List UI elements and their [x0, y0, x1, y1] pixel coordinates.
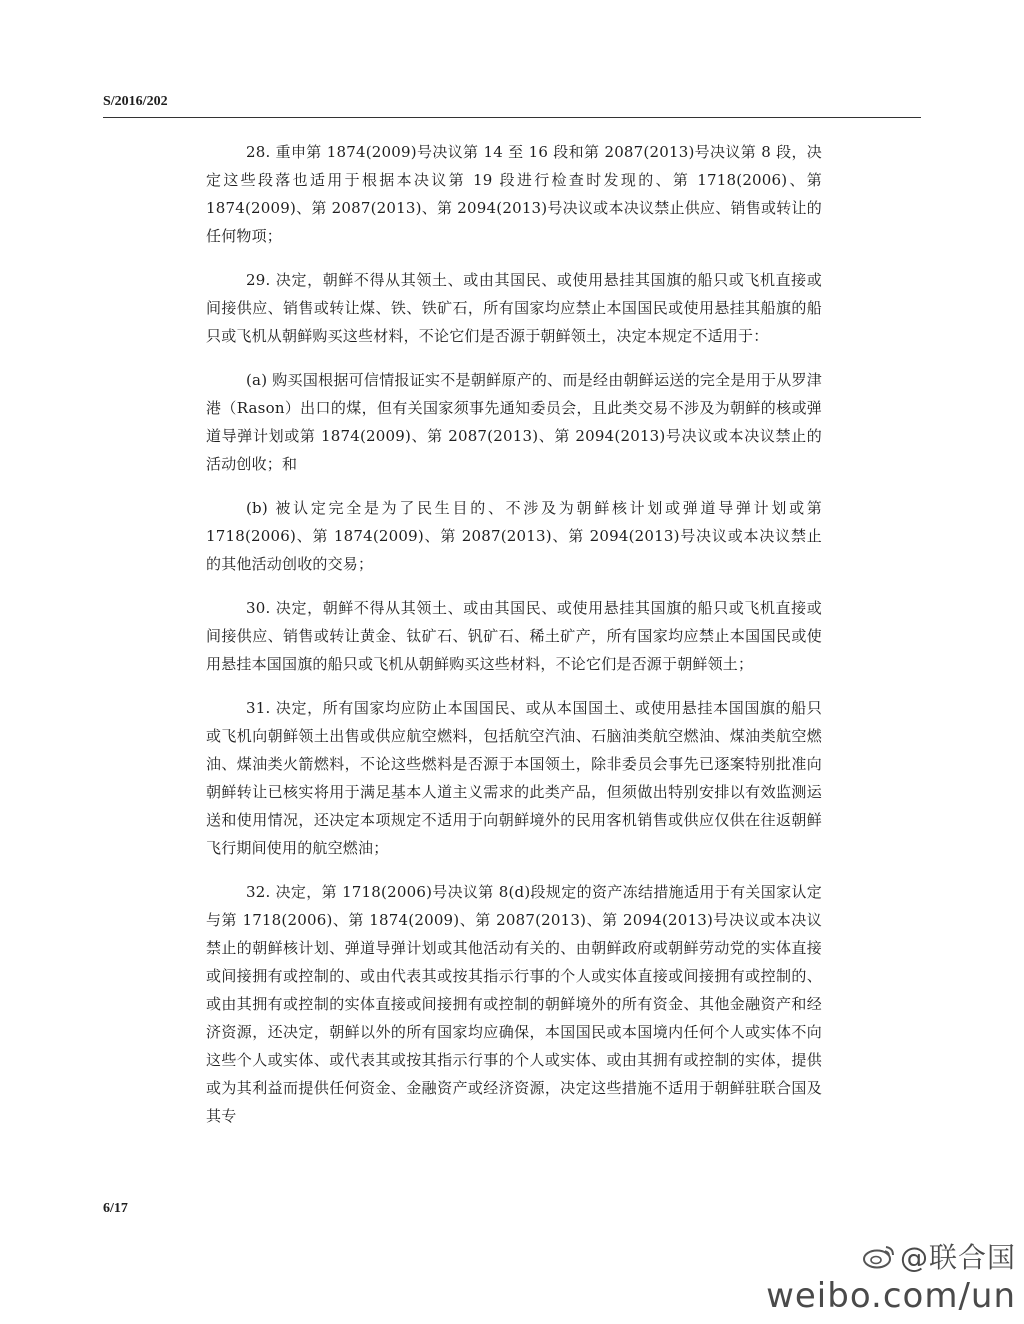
paragraph-29-b: (b) 被认定完全是为了民生目的、不涉及为朝鲜核计划或弹道导弹计划或第 1718(2006)、第 1874(2009)、第 2087(2013)、第 2094(2013)号决议或本决议禁止的其他活动创收的交易；	[206, 499, 822, 573]
paragraph-29-a: (a) 购买国根据可信情报证实不是朝鲜原产的、而是经由朝鲜运送的完全是用于从罗津港（Rason）出口的煤，但有关国家须事先通知委员会，且此类交易不涉及为朝鲜的核或弹道导弹计划或第 1874(2009)、第 2087(2013)、第 2094(2013)号决议或本决议禁止的活动创收；和	[206, 371, 822, 473]
watermark-url: weibo.com/un	[766, 1276, 1016, 1316]
page-number: 6/17	[103, 1201, 128, 1216]
document-symbol: S/2016/202	[103, 94, 168, 109]
paragraph-31: 31. 决定，所有国家均应防止本国国民、或从本国国土、或使用悬挂本国国旗的船只或飞机向朝鲜领土出售或供应航空燃料，包括航空汽油、石脑油类航空燃油、煤油类航空燃油、煤油类火箭燃料，不论这些燃料是否源于本国领土，除非委员会事先已逐案特别批准向朝鲜转让已核实将用于满足基本人道主义需求的此类产品，但须做出特别安排以有效监测运送和使用情况，还决定本项规定不适用于向朝鲜境外的民用客机销售或供应仅供在往返朝鲜飞行期间使用的航空燃油；	[206, 699, 822, 857]
weibo-watermark	[766, 1236, 1016, 1316]
watermark-handle-row	[766, 1236, 1016, 1276]
paragraph-28: 28. 重申第 1874(2009)号决议第 14 至 16 段和第 2087(2013)号决议第 8 段，决定这些段落也适用于根据本决议第 19 段进行检查时发现的、第 1718(2006)、第 1874(2009)、第 2087(2013)、第 2094(2013)号决议或本决议禁止供应、销售或转让的任何物项；	[206, 143, 822, 245]
paragraph-29: 29. 决定，朝鲜不得从其领土、或由其国民、或使用悬挂其国旗的船只或飞机直接或间接供应、销售或转让煤、铁、铁矿石，所有国家均应禁止本国国民或使用悬挂其船旗的船只或飞机从朝鲜购买这些材料，不论它们是否源于朝鲜领土，决定本规定不适用于：	[206, 271, 822, 345]
header-divider	[103, 117, 921, 118]
watermark-handle: @联合国	[899, 1241, 1016, 1274]
document-body	[206, 138, 822, 1146]
paragraph-30: 30. 决定，朝鲜不得从其领土、或由其国民、或使用悬挂其国旗的船只或飞机直接或间接供应、销售或转让黄金、钛矿石、钒矿石、稀土矿产，所有国家均应禁止本国国民或使用悬挂本国国旗的船只或飞机从朝鲜购买这些材料，不论它们是否源于朝鲜领土；	[206, 599, 822, 673]
weibo-logo-icon	[862, 1243, 896, 1276]
paragraph-29-subitems	[206, 366, 822, 578]
paragraph-32: 32. 决定，第 1718(2006)号决议第 8(d)段规定的资产冻结措施适用于有关国家认定与第 1718(2006)、第 1874(2009)、第 2087(2013)、第 2094(2013)号决议或本决议禁止的朝鲜核计划、弹道导弹计划或其他活动有关的、由朝鲜政府或朝鲜劳动党的实体直接或间接拥有或控制的、或由代表其或按其指示行事的个人或实体直接或间接拥有或控制的、或由其拥有或控制的实体直接或间接拥有或控制的朝鲜境外的所有资金、其他金融资产和经济资源，还决定，朝鲜以外的所有国家均应确保，本国国民或本国境内任何个人或实体不向这些个人或实体、或代表其或按其指示行事的个人或实体、或由其拥有或控制的实体，提供或为其利益而提供任何资金、金融资产或经济资源，决定这些措施不适用于朝鲜驻联合国及其专	[206, 883, 822, 1125]
